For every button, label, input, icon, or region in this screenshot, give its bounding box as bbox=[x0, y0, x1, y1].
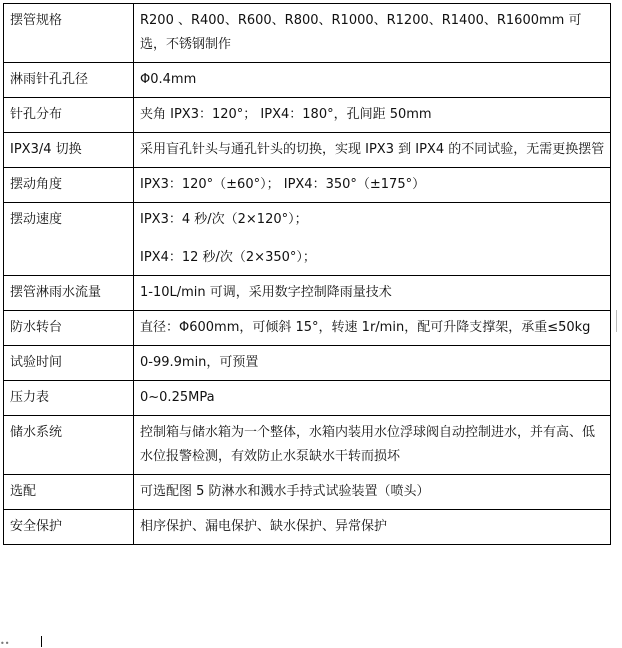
row-value: 可选配图 5 防淋水和溅水手持式试验装置（喷头） bbox=[134, 475, 611, 510]
row-label: 储水系统 bbox=[4, 416, 134, 475]
row-label: 安全保护 bbox=[4, 510, 134, 545]
row-label: 试验时间 bbox=[4, 346, 134, 381]
table-row bbox=[4, 381, 611, 416]
table-row bbox=[4, 203, 611, 276]
table-row bbox=[4, 346, 611, 381]
corner-dots: •• bbox=[0, 639, 10, 648]
row-value: IPX3：120°（±60°）； IPX4：350°（±175°） bbox=[134, 168, 611, 203]
row-label: 淋雨针孔孔径 bbox=[4, 63, 134, 98]
row-label: 针孔分布 bbox=[4, 98, 134, 133]
row-value: 控制箱与储水箱为一个整体，水箱内装用水位浮球阀自动控制进水，并有高、低水位报警检测，有效防止水泵缺水干转而损坏 bbox=[134, 416, 611, 475]
table-row bbox=[4, 4, 611, 63]
row-value: 夹角 IPX3：120°； IPX4：180°，孔间距 50mm bbox=[134, 98, 611, 133]
row-label: 防水转台 bbox=[4, 311, 134, 346]
table-row bbox=[4, 63, 611, 98]
row-value: 0~0.25MPa bbox=[134, 381, 611, 416]
row-label: 压力表 bbox=[4, 381, 134, 416]
row-value: 相序保护、漏电保护、缺水保护、异常保护 bbox=[134, 510, 611, 545]
table-row bbox=[4, 510, 611, 545]
table-cursor-line bbox=[41, 636, 42, 647]
row-label: 摆管规格 bbox=[4, 4, 134, 63]
table-row bbox=[4, 98, 611, 133]
row-value: 采用盲孔针头与通孔针头的切换，实现 IPX3 到 IPX4 的不同试验，无需更换摆管 bbox=[134, 133, 611, 168]
row-value: Φ0.4mm bbox=[134, 63, 611, 98]
row-value: 直径：Φ600mm，可倾斜 15°，转速 1r/min，配可升降支撑架，承重≤50kg bbox=[134, 311, 611, 346]
table-row bbox=[4, 311, 611, 346]
spec-table bbox=[3, 3, 611, 545]
table-row bbox=[4, 168, 611, 203]
row-value bbox=[134, 203, 611, 276]
row-label: 摆管淋雨水流量 bbox=[4, 276, 134, 311]
row-label: IPX3/4 切换 bbox=[4, 133, 134, 168]
row-label: 摆动速度 bbox=[4, 203, 134, 276]
row-label: 摆动角度 bbox=[4, 168, 134, 203]
table-row bbox=[4, 133, 611, 168]
table-row bbox=[4, 475, 611, 510]
row-value: 0-99.9min，可预置 bbox=[134, 346, 611, 381]
table-row bbox=[4, 276, 611, 311]
row-value-line: IPX3：4 秒/次（2×120°）； bbox=[140, 212, 308, 227]
row-value: 1-10L/min 可调，采用数字控制降雨量技术 bbox=[134, 276, 611, 311]
table-row bbox=[4, 416, 611, 475]
resize-handle[interactable] bbox=[616, 310, 621, 332]
row-label: 选配 bbox=[4, 475, 134, 510]
row-value-line: IPX4：12 秒/次（2×350°）； bbox=[140, 250, 316, 265]
row-value: R200 、R400、R600、R800、R1000、R1200、R1400、R1600mm 可选，不锈钢制作 bbox=[134, 4, 611, 63]
